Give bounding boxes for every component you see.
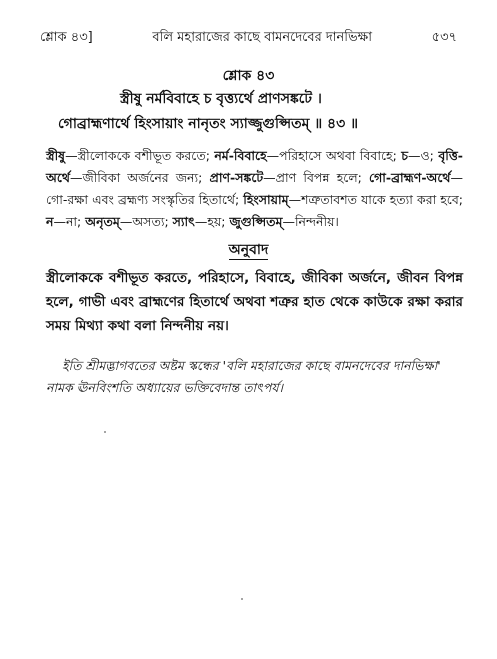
closing-note: ইতি শ্রীমদ্ভাগবতের অষ্টম স্কন্ধের 'বলি মহারাজের কাছে বামনদেবের দানভিক্ষা' নামক ঊনবিংশতি অধ্যায়ের ভক্তিবেদান্ত তাৎপর্য। <box>46 358 441 395</box>
synonym-term: জুগুপ্সিতম্ <box>229 214 283 229</box>
page-header <box>40 28 457 49</box>
synonym-meaning: —হয়; <box>194 214 230 229</box>
translation-text: স্ত্রীলোককে বশীভূত করতে, পরিহাসে, বিবাহে, জীবিকা অর্জনে, জীবন বিপন্ন হলে, গাভী এবং ব্রাহ্মণের হিতার্থে অথবা শত্রুর হাত থেকে কাউকে রক্ষা করার সময় মিথ্যা কথা বলা নিন্দনীয় নয়। <box>46 270 463 334</box>
verse-heading: শ্লোক ৪৩ <box>222 68 275 84</box>
verse-line-2: গোব্রাহ্মণার্থে হিংসায়াং নানৃতং স্যাজ্জুগুপ্সিতম্ ॥ ৪৩ ॥ <box>58 116 359 132</box>
synonym-term: নর্ম-বিবাহে <box>214 148 267 163</box>
synonym-term: স্ত্রীষু <box>46 148 66 163</box>
synonym-term: ন <box>46 214 54 229</box>
chapter-title: বলি মহারাজের কাছে বামনদেবের দানভিক্ষা <box>152 30 372 45</box>
synonym-meaning: —নিন্দনীয়। <box>282 214 339 229</box>
translation-heading <box>0 238 497 262</box>
synonyms-paragraph <box>46 145 463 233</box>
synonym-meaning: —স্ত্রীলোককে বশীভূত করতে; <box>65 148 215 163</box>
synonym-meaning: —না; <box>53 214 86 229</box>
synonym-term: বৃত্তি-অর্থে <box>46 148 463 185</box>
synonym-meaning: —গো-রক্ষা এবং ব্রহ্মণ্য সংস্কৃতির হিতার্থে; <box>46 170 463 207</box>
synonym-term: প্রাণ-সঙ্কটে <box>209 170 264 185</box>
synonym-meaning: —জীবিকা অর্জনের জন্য; <box>69 170 210 185</box>
synonym-meaning: —পরিহাসে অথবা বিবাহে; <box>266 148 402 163</box>
synonym-term: হিংসায়াম্ <box>243 192 289 207</box>
scan-speck <box>241 598 243 600</box>
synonym-meaning: —প্রাণ বিপন্ন হলে; <box>263 170 370 185</box>
synonym-meaning: —অসত্য; <box>119 214 173 229</box>
scan-speck <box>104 431 106 433</box>
translation-heading-text: অনুবাদ <box>228 242 269 258</box>
verse-reference: শ্লোক ৪৩] <box>40 30 93 45</box>
synonym-meaning: —শত্রুতাবশত যাকে হত্যা করা হবে; <box>288 192 463 207</box>
synonym-term: স্যাৎ <box>172 214 195 229</box>
verse-line-1: স্ত্রীষু নর্মবিবাহে চ বৃত্ত্যর্থে প্রাণসঙ্কটে । <box>120 91 322 107</box>
page-number: ৫৩৭ <box>431 30 457 45</box>
synonym-meaning: —ও; <box>407 148 439 163</box>
synonym-term: গো-ব্রাহ্মণ-অর্থে <box>369 170 451 185</box>
synonym-term: চ <box>401 148 408 163</box>
synonym-term: অনৃতম্ <box>85 214 120 229</box>
